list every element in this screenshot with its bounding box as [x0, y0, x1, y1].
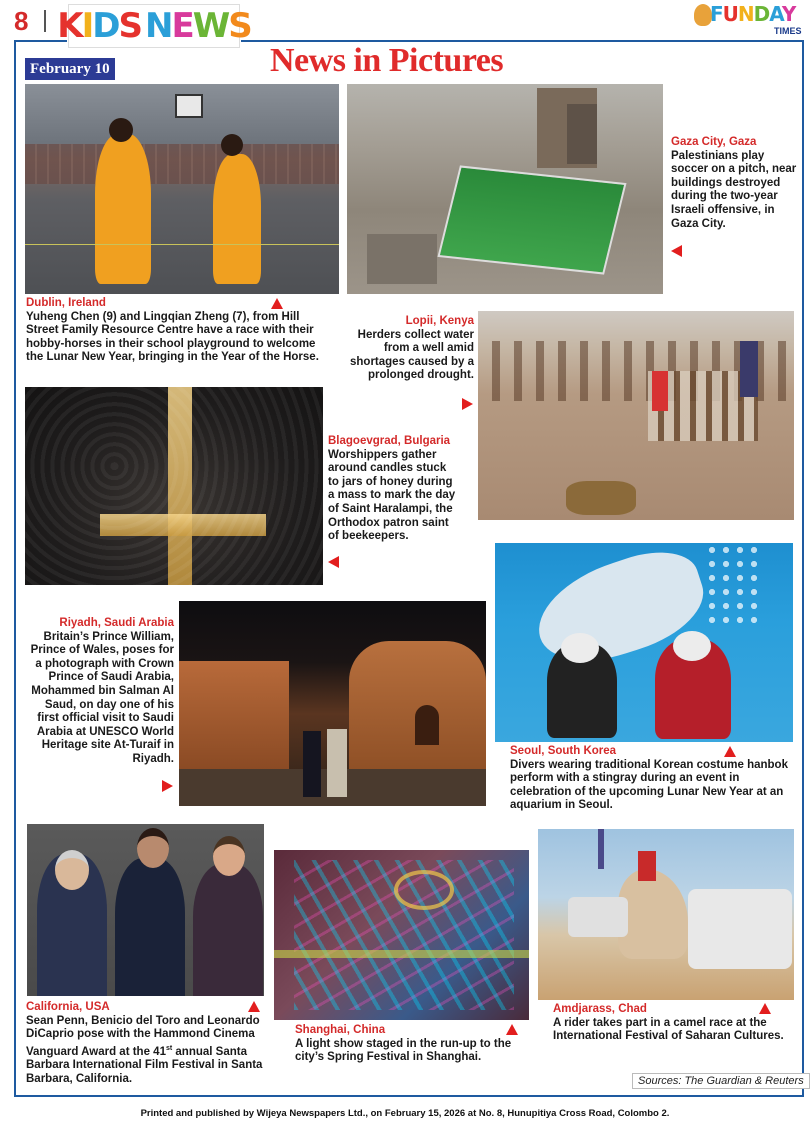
- location-label: Gaza City, Gaza: [671, 136, 757, 148]
- ordinal-suffix: st: [165, 1044, 173, 1052]
- caption-seoul: [510, 745, 800, 813]
- caption-text: Palestinians play soccer on a pitch, near buildings destroyed during the two-year Israeli offensive, in Gaza City.: [671, 149, 797, 230]
- location-label: Seoul, South Korea: [510, 745, 617, 757]
- arrow-up-icon: [248, 1001, 260, 1012]
- location-label: Riyadh, Saudi Arabia: [59, 617, 174, 629]
- caption-text: [26, 1015, 262, 1085]
- photo-seoul: [495, 543, 793, 742]
- location-label: California, USA: [26, 1001, 110, 1013]
- caption-text-part: Sean Penn, Benicio del Toro and Leonardo DiCaprio pose with the Hammond Cinema Vanguard Award at the 41: [26, 1014, 260, 1058]
- photo-shanghai: [274, 850, 529, 1020]
- funday-wordmark: FUNDAY: [710, 2, 796, 26]
- kids-news-logo: K I D S N E W S: [57, 6, 251, 46]
- caption-text: Worshippers gather around candles stuck to jars of honey during a mass to mark the day of Saint Haralampi, the Orthodox patron saint of beekeepers.: [328, 448, 456, 543]
- photo-chad: [538, 829, 794, 1000]
- location-label: Blagoevgrad, Bulgaria: [328, 435, 451, 447]
- caption-kenya: [342, 315, 474, 383]
- location-label: Lopii, Kenya: [405, 315, 474, 327]
- arrow-up-icon: [759, 1003, 771, 1014]
- caption-text: A light show staged in the run-up to the city’s Spring Festival in Shanghai.: [295, 1037, 512, 1064]
- page-title: News in Pictures: [270, 42, 504, 79]
- location-label: Shanghai, China: [295, 1024, 386, 1036]
- caption-text: Britain’s Prince William, Prince of Wales, poses for a photograph with Crown Prince of Saudi Arabia, Mohammed bin Salman Al Saud, on day one of his first official visit to Saudi Arabia at UNESCO World Heritage site At-Turaif in Riyadh.: [30, 630, 174, 765]
- photo-dublin: [25, 84, 339, 294]
- date-badge: February 10: [25, 58, 115, 80]
- arrow-right-icon: [462, 398, 473, 410]
- funday-times-logo: [694, 2, 806, 40]
- caption-shanghai: [295, 1024, 531, 1065]
- photo-kenya: [478, 311, 794, 520]
- arrow-up-icon: [506, 1024, 518, 1035]
- caption-bulgaria: [328, 435, 460, 544]
- photo-gaza: [347, 84, 663, 294]
- arrow-left-icon: [328, 556, 339, 568]
- arrow-right-icon: [162, 780, 173, 792]
- funday-times-label: TIMES: [774, 26, 802, 36]
- caption-text: Divers wearing traditional Korean costume hanbok perform with a stingray during an event in celebration of the upcoming Lunar New Year at an aquarium in Seoul.: [510, 758, 788, 812]
- photo-riyadh: [179, 601, 486, 806]
- arrow-up-icon: [724, 746, 736, 757]
- photo-bulgaria: [25, 387, 323, 585]
- caption-gaza: [671, 136, 799, 231]
- caption-text: A rider takes part in a camel race at the International Festival of Saharan Cultures.: [553, 1016, 784, 1043]
- arrow-up-icon: [271, 298, 283, 309]
- arrow-left-icon: [671, 245, 682, 257]
- caption-california: [26, 1001, 274, 1086]
- header-divider: [44, 10, 46, 32]
- sources-credit: Sources: The Guardian & Reuters: [632, 1073, 810, 1089]
- caption-text: Herders collect water from a well amid shortages caused by a prolonged drought.: [350, 328, 474, 382]
- caption-text: Yuheng Chen (9) and Lingqian Zheng (7), from Hill Street Family Resource Centre have a race with their hobby-horses in their school playground to welcome the Lunar New Year, bringing in the Year of the Horse.: [26, 310, 319, 364]
- publisher-footer: Printed and published by Wijeya Newspapers Ltd., on February 15, 2026 at No. 8, Hunupitiya Cross Road, Colombo 2.: [140, 1108, 670, 1119]
- caption-riyadh: [26, 617, 174, 767]
- page-number: 8: [14, 6, 29, 36]
- caption-text-part: annual Santa Barbara International Film Festival in Santa Barbara, California.: [26, 1045, 263, 1085]
- photo-california: [27, 824, 264, 996]
- location-label: Dublin, Ireland: [26, 297, 106, 309]
- location-label: Amdjarass, Chad: [553, 1003, 647, 1015]
